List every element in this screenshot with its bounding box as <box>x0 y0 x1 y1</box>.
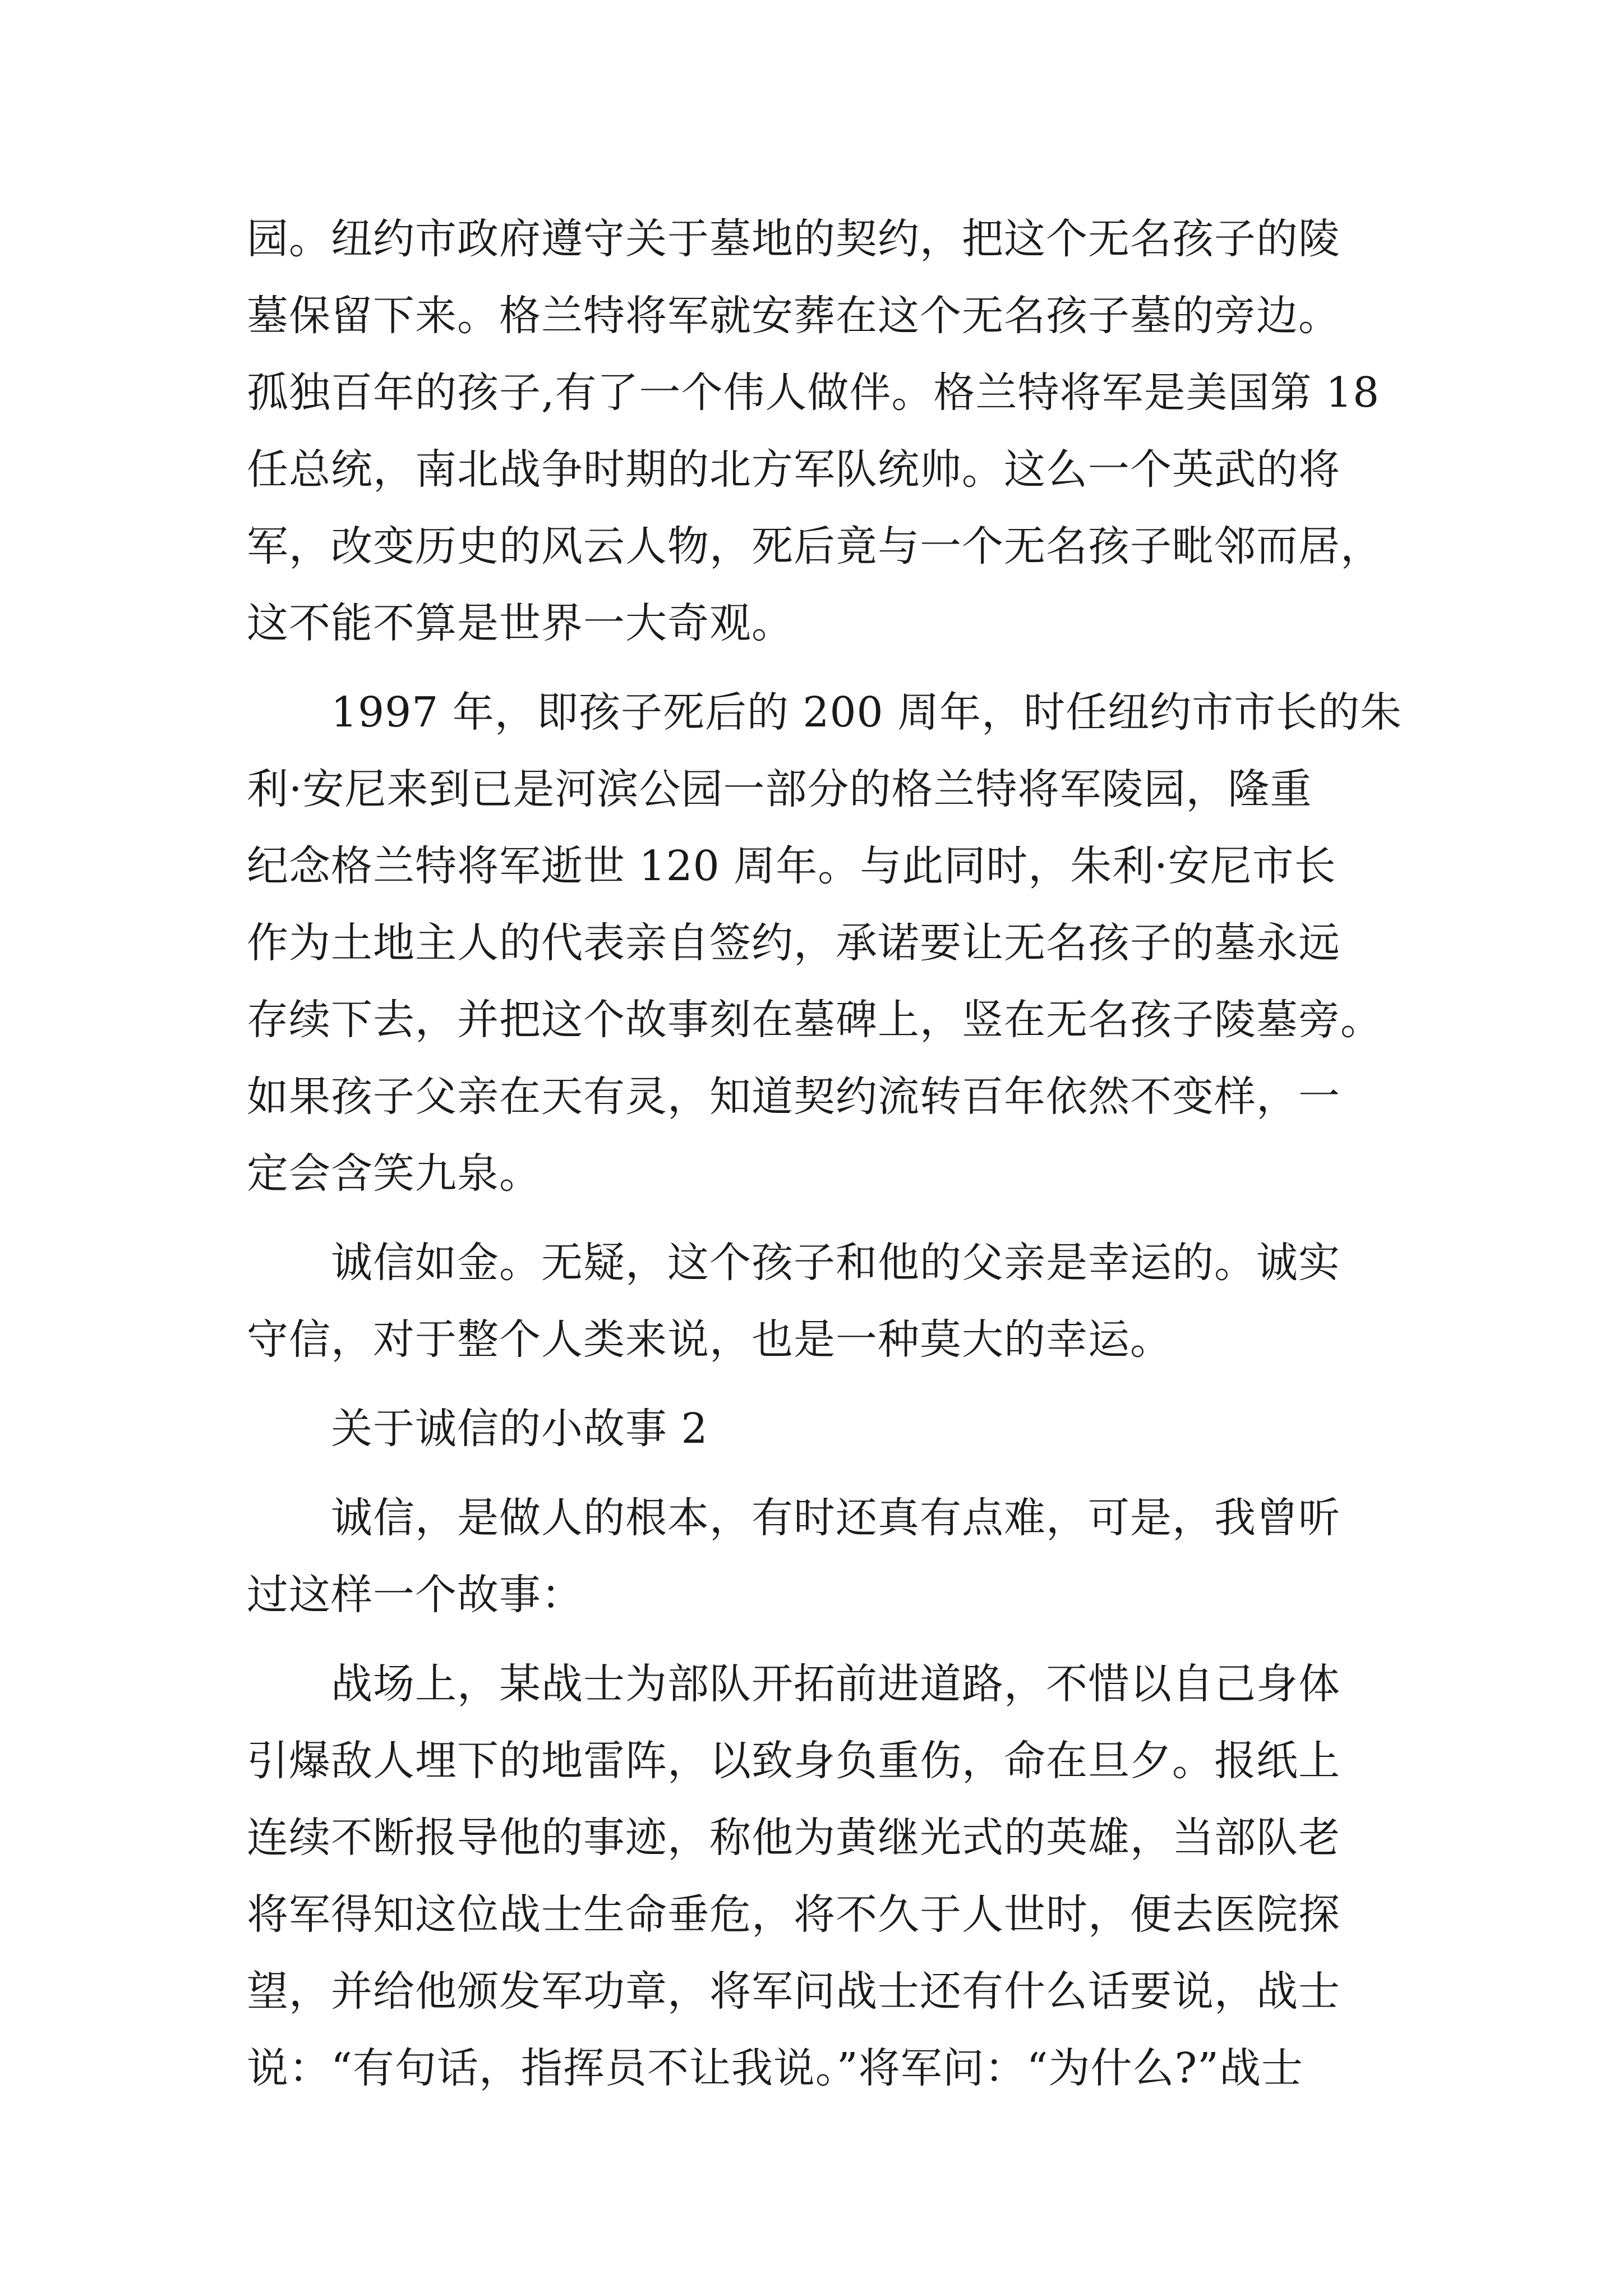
text-line: 任总统，南北战争时期的北方军队统帅。这么一个英武的将 <box>247 445 1340 494</box>
paragraph-5 <box>247 1480 1391 1634</box>
text-line: 说：“有句话，指挥员不让我说。”将军问：“为什么?”战士 <box>247 2044 1303 2092</box>
text-line: 将军得知这位战士生命垂危，将不久于人世时，便去医院探 <box>247 1890 1340 1939</box>
text-line: 诚信，是做人的根本，有时还真有点难，可是，我曾听 <box>331 1494 1340 1542</box>
text-line: 利·安尼来到已是河滨公园一部分的格兰特将军陵园，隆重 <box>247 765 1312 813</box>
text-line: 孤独百年的孩子,有了一个伟人做伴。格兰特将军是美国第 18 <box>247 369 1380 417</box>
text-line: 过这样一个故事： <box>247 1571 583 1619</box>
text-line: 战场上，某战士为部队开拓前进道路，不惜以自己身体 <box>331 1660 1340 1708</box>
text-line: 诚信如金。无疑，这个孩子和他的父亲是幸运的。诚实 <box>331 1239 1340 1287</box>
paragraph-6 <box>247 1646 1391 2107</box>
body-text <box>247 201 1403 2107</box>
paragraph-1 <box>247 201 1391 662</box>
text-line: 守信，对于整个人类来说，也是一种莫大的幸运。 <box>247 1315 1172 1364</box>
text-line: 定会含笑九泉。 <box>247 1149 541 1198</box>
heading-line: 关于诚信的小故事 2 <box>331 1405 708 1453</box>
text-line: 望，并给他颁发军功章，将军问战士还有什么话要说，战士 <box>247 1967 1340 2016</box>
section-heading <box>247 1391 1391 1467</box>
text-line: 这不能不算是世界一大奇观。 <box>247 599 794 647</box>
text-line: 军，改变历史的风云人物，死后竟与一个无名孩子毗邻而居， <box>247 522 1382 570</box>
text-line: 存续下去，并把这个故事刻在墓碑上，竖在无名孩子陵墓旁。 <box>247 996 1382 1044</box>
text-line: 作为土地主人的代表亲自签约，承诺要让无名孩子的墓永远 <box>247 919 1340 967</box>
paragraph-3 <box>247 1225 1391 1378</box>
paragraph-2 <box>247 674 1403 1212</box>
text-line: 连续不断报导他的事迹，称他为黄继光式的英雄，当部队老 <box>247 1814 1340 1862</box>
text-line: 引爆敌人埋下的地雷阵，以致身负重伤，命在旦夕。报纸上 <box>247 1737 1340 1785</box>
text-line: 如果孩子父亲在天有灵，知道契约流转百年依然不变样，一 <box>247 1073 1340 1121</box>
text-line: 纪念格兰特将军逝世 120 周年。与此同时，朱利·安尼市长 <box>247 842 1336 890</box>
text-line: 园。纽约市政府遵守关于墓地的契约，把这个无名孩子的陵 <box>247 215 1340 263</box>
text-line: 1997 年，即孩子死后的 200 周年，时任纽约市市长的朱 <box>331 688 1403 737</box>
text-line: 墓保留下来。格兰特将军就安葬在这个无名孩子墓的旁边。 <box>247 292 1340 340</box>
